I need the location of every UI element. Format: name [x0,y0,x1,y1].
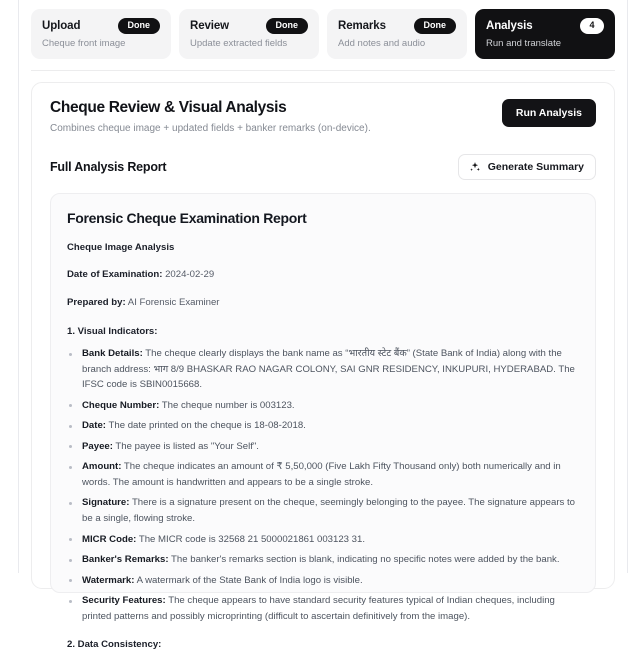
generate-summary-button[interactable] [458,154,596,180]
forensic-report-panel [50,193,596,650]
step-review-header [190,18,308,34]
run-analysis-button[interactable]: Run Analysis [502,99,596,127]
page-subtitle: Combines cheque image + updated fields + banker remarks (on-device). [50,122,371,134]
analysis-card [31,82,615,650]
report-prepared-value: AI Forensic Examiner [127,297,220,309]
step-remarks[interactable] [327,9,467,59]
visual-indicator-label: Payee: [82,440,113,452]
visual-indicator-item [67,398,579,414]
visual-indicator-text: The cheque appears to have standard security features typical of Indian cheques, including printed patterns and possibly microprinting (difficult to ascertain definitively from the image). [82,595,555,622]
visual-indicator-label: Date: [82,420,106,432]
visual-indicator-text: The MICR code is 32568 21 5000021861 003123 31. [136,533,366,545]
visual-indicator-item [67,418,579,434]
visual-indicator-text: The cheque clearly displays the bank name as “भारतीय स्टेट बैंक” (State Bank of India) along with the branch address: भाग 8/9 BHASKAR RAO NAGAR COLONY, SAI GNR RESIDENCY, INKUPURI, HYDERABAD. The IFSC code is SBIN0015668. [82,348,575,391]
visual-indicator-label: Amount: [82,461,122,473]
step-review-title: Review [190,19,230,32]
report-section-2-heading: 2. Data Consistency: [67,639,162,650]
visual-indicator-label: Cheque Number: [82,399,160,411]
visual-indicator-text: A watermark of the State Bank of India logo is visible. [134,574,363,586]
step-review-badge: Done [266,18,309,34]
report-subheading [67,241,579,255]
step-upload[interactable] [31,9,171,59]
visual-indicator-item [67,459,579,490]
step-review-subtitle: Update extracted fields [190,37,288,49]
visual-indicator-item [67,439,579,455]
page-title: Cheque Review & Visual Analysis [50,98,287,116]
visual-indicator-label: Watermark: [82,574,135,586]
step-analysis-badge: 4 [580,18,604,34]
report-date-row [67,268,579,282]
step-analysis-subtitle: Run and translate [486,37,561,49]
step-upload-badge: Done [118,18,161,34]
report-date-label: Date of Examination: [67,269,163,281]
visual-indicator-item [67,593,579,624]
right-gutter-rule [627,0,628,573]
sparkles-icon [469,161,481,173]
step-upload-subtitle: Cheque front image [42,37,126,49]
visual-indicator-label: Security Features: [82,595,166,607]
report-prepared-label: Prepared by: [67,297,126,309]
visual-indicator-text: The payee is listed as "Your Self". [112,440,259,452]
report-subheading-text: Cheque Image Analysis [67,241,175,253]
workflow-stepper [19,0,627,59]
visual-indicator-text: The cheque indicates an amount of ₹ 5,50,000 (Five Lakh Fifty Thousand only) both numerically and in words. The amount is handwritten and appears to be a single stroke. [82,461,561,488]
report-section-header [50,154,596,180]
stepper-divider [31,70,615,71]
step-remarks-badge: Done [414,18,457,34]
visual-indicator-text: The cheque number is 003123. [159,399,295,411]
analysis-card-heading-group [50,99,371,134]
analysis-card-header [50,99,596,134]
visual-indicator-label: Bank Details: [82,348,143,360]
visual-indicator-item [67,346,579,393]
report-date-value: 2024-02-29 [165,269,215,281]
report-prepared-row [67,296,579,310]
generate-summary-label: Generate Summary [487,160,584,173]
step-upload-title: Upload [42,19,81,32]
step-analysis[interactable] [475,9,615,59]
visual-indicator-item [67,552,579,568]
visual-indicator-label: Signature: [82,497,130,509]
report-section-1-heading: 1. Visual Indicators: [67,326,158,338]
visual-indicator-text: The banker's remarks section is blank, indicating no specific notes were added by the bank. [168,554,560,566]
visual-indicator-text: There is a signature present on the cheque, seemingly belonging to the payee. The signature appears to be a single, flowing stroke. [82,497,575,524]
page-content [19,0,627,650]
step-upload-header [42,18,160,34]
visual-indicator-item [67,573,579,589]
visual-indicator-label: MICR Code: [82,533,137,545]
step-remarks-subtitle: Add notes and audio [338,37,426,49]
visual-indicator-item [67,532,579,548]
visual-indicator-item [67,495,579,526]
full-analysis-report-title: Full Analysis Report [50,159,167,174]
step-analysis-title: Analysis [486,19,533,32]
visual-indicator-label: Banker's Remarks: [82,554,169,566]
step-review[interactable] [179,9,319,59]
step-analysis-header [486,18,604,34]
visual-indicators-list [67,346,579,624]
step-remarks-title: Remarks [338,19,386,32]
step-remarks-header [338,18,456,34]
report-title: Forensic Cheque Examination Report [67,209,307,226]
visual-indicator-text: The date printed on the cheque is 18-08-2018. [106,420,306,432]
